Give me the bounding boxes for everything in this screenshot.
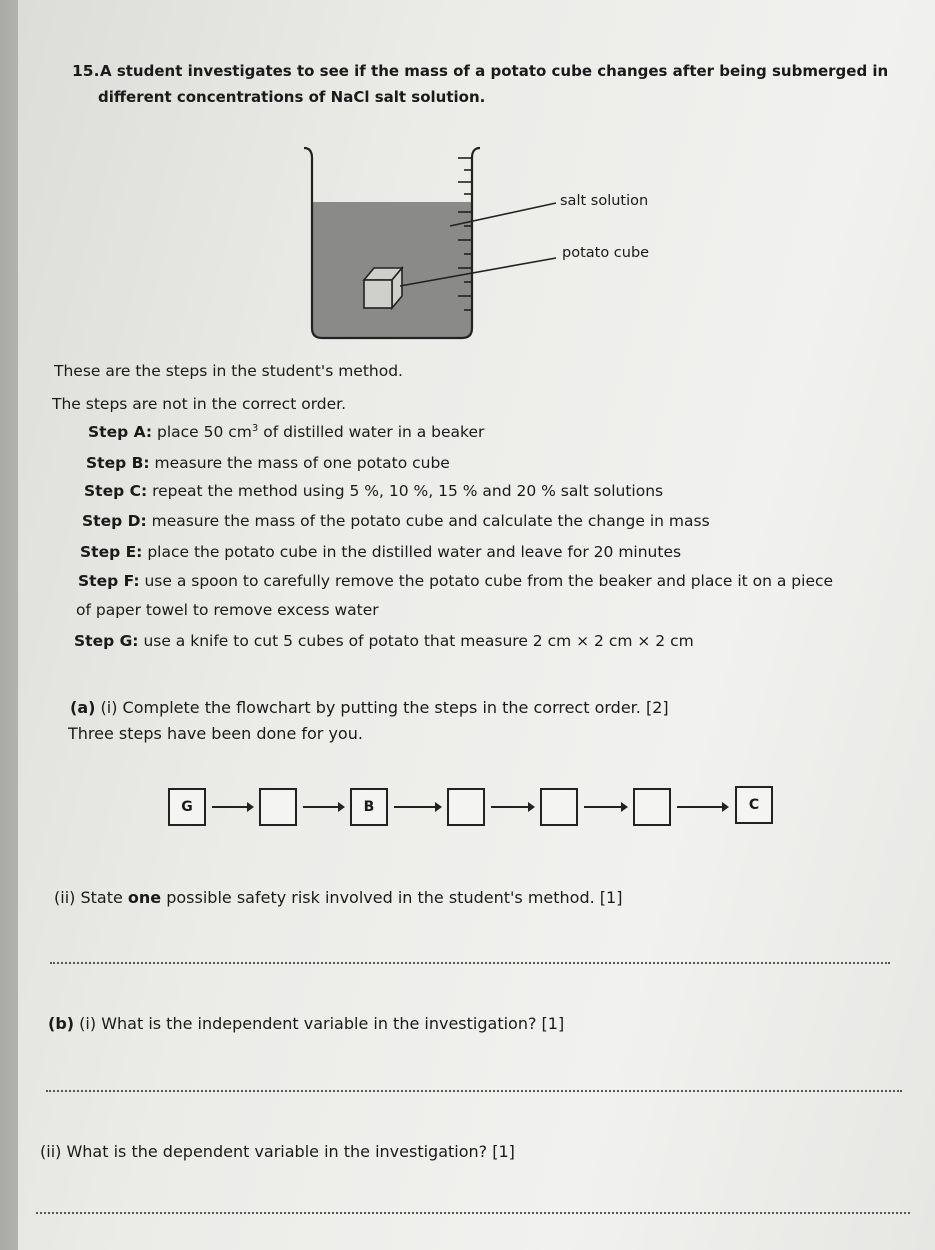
step-b: Step B: measure the mass of one potato cube xyxy=(86,454,450,472)
part-b-i-question: (b) (i) What is the independent variable in the investigation? [1] xyxy=(48,1014,565,1033)
flow-arrow-4 xyxy=(491,806,533,808)
part-a-i-subtext: Three steps have been done for you. xyxy=(68,724,363,743)
question-line-2: different concentrations of NaCl salt solution. xyxy=(98,88,486,106)
flow-box-4[interactable] xyxy=(447,788,485,826)
flow-arrow-5 xyxy=(584,806,626,808)
beaker-diagram xyxy=(300,140,660,345)
flow-arrow-3 xyxy=(394,806,440,808)
step-g: Step G: use a knife to cut 5 cubes of potato that measure 2 cm × 2 cm × 2 cm xyxy=(74,632,694,650)
flow-box-5[interactable] xyxy=(540,788,578,826)
flow-box-2[interactable] xyxy=(259,788,297,826)
flow-box-3: B xyxy=(350,788,388,826)
answer-line-b-i[interactable] xyxy=(46,1090,902,1092)
step-f: Step F: use a spoon to carefully remove the potato cube from the beaker and place it on a piece xyxy=(78,572,834,590)
part-a-ii-question: (ii) State one possible safety risk involved in the student's method. [1] xyxy=(54,888,623,907)
question-line-1: A student investigates to see if the mass of a potato cube changes after being submerged in xyxy=(100,62,889,80)
flow-box-7: C xyxy=(735,786,773,824)
step-d: Step D: measure the mass of the potato cube and calculate the change in mass xyxy=(82,512,710,530)
step-a: Step A: place 50 $cm^3$ of distilled water in a beaker xyxy=(88,423,485,442)
intro-line-2: The steps are not in the correct order. xyxy=(52,395,347,413)
flow-arrow-1 xyxy=(212,806,252,808)
label-salt-solution: salt solution xyxy=(560,193,649,209)
part-a-i-question: (a) (i) Complete the flowchart by putting the steps in the correct order. [2] xyxy=(70,698,669,717)
answer-line-b-ii[interactable] xyxy=(36,1212,910,1214)
label-potato-cube: potato cube xyxy=(562,245,650,261)
step-c: Step C: repeat the method using 5 %, 10 %, 15 % and 20 % salt solutions xyxy=(84,482,664,500)
flow-box-6[interactable] xyxy=(633,788,671,826)
flow-arrow-6 xyxy=(677,806,727,808)
part-b-ii-question: (ii) What is the dependent variable in the investigation? [1] xyxy=(40,1142,515,1161)
step-f-continued: of paper towel to remove excess water xyxy=(76,601,379,619)
flow-box-1: G xyxy=(168,788,206,826)
flow-arrow-2 xyxy=(303,806,343,808)
intro-line-1: These are the steps in the student's method. xyxy=(54,362,403,380)
step-e: Step E: place the potato cube in the distilled water and leave for 20 minutes xyxy=(80,543,682,561)
potato-cube xyxy=(364,268,402,308)
answer-line-a-ii[interactable] xyxy=(50,962,890,964)
question-number: 15. xyxy=(72,62,100,80)
